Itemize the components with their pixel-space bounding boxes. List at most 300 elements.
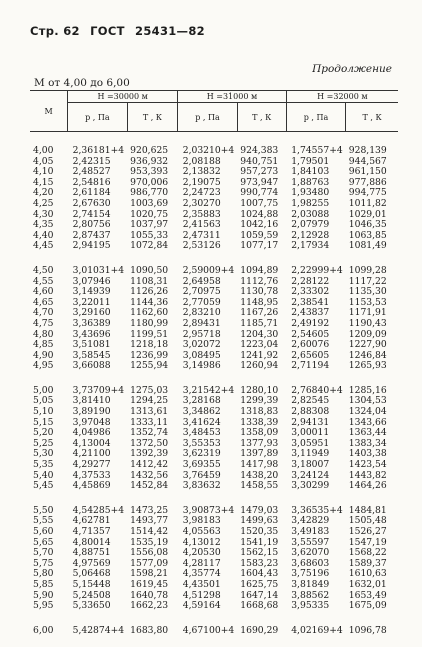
cell-p32000: 3,62070 bbox=[291, 547, 330, 559]
group-h30000: H =30000 м bbox=[68, 91, 178, 103]
cell-p31000: 2,41563 bbox=[182, 219, 221, 231]
cell-p31000: 4,59164 bbox=[182, 600, 221, 612]
cell-p31000: 3,02072 bbox=[182, 339, 221, 351]
block-spacer bbox=[30, 492, 398, 506]
cell-t32000: 1029,01 bbox=[348, 208, 387, 220]
cell-t31000: 1377,93 bbox=[240, 437, 279, 449]
cell-t31000: 1358,09 bbox=[240, 427, 279, 439]
cell-p32000: 2,82545 bbox=[291, 395, 330, 407]
cell-mach: 4,85 bbox=[33, 339, 54, 351]
cell-t31000: 1130,78 bbox=[240, 286, 279, 298]
cell-t30000: 953,393 bbox=[130, 166, 169, 178]
cell-mach: 5,45 bbox=[33, 480, 54, 492]
table-row bbox=[30, 199, 398, 210]
table-row bbox=[30, 601, 398, 612]
cell-p31000: 2,30270 bbox=[182, 197, 221, 209]
cell-t30000: 970,006 bbox=[130, 176, 169, 188]
table-row bbox=[30, 527, 398, 538]
cell-mach: 6,00 bbox=[33, 624, 54, 636]
block-spacer bbox=[30, 252, 398, 266]
cell-p31000: 3,76459 bbox=[182, 469, 221, 481]
cell-p31000: 4,67100+4 bbox=[182, 624, 235, 636]
cell-t30000: 1432,56 bbox=[130, 469, 169, 481]
spacer-cell bbox=[30, 612, 398, 626]
cell-p32000: 2,76840+4 bbox=[291, 384, 343, 396]
cell-p32000: 3,95335 bbox=[291, 600, 330, 612]
cell-p30000: 2,36181+4 bbox=[72, 145, 125, 156]
cell-mach: 5,10 bbox=[33, 406, 54, 418]
cell-t32000: 1547,19 bbox=[348, 536, 387, 548]
cell-p32000: 2,94131 bbox=[291, 416, 330, 428]
cell-t31000: 1479,03 bbox=[240, 504, 279, 516]
table-row bbox=[30, 241, 398, 252]
cell-t31000: 1280,10 bbox=[240, 384, 279, 396]
table-row bbox=[30, 361, 398, 372]
cell-mach: 4,40 bbox=[33, 229, 54, 241]
cell-p31000: 3,62319 bbox=[182, 448, 221, 460]
cell-mach: 5,60 bbox=[33, 526, 54, 537]
cell-t32000: 1423,54 bbox=[348, 459, 387, 471]
cell-p30000: 3,51081 bbox=[72, 339, 111, 351]
cell-p30000: 3,01031+4 bbox=[72, 264, 125, 276]
cell-t32000: 1046,35 bbox=[348, 219, 387, 231]
cell-t31000: 1094,89 bbox=[240, 264, 279, 276]
cell-t30000: 1333,11 bbox=[130, 416, 169, 428]
cell-mach: 4,80 bbox=[33, 328, 54, 340]
cell-t32000: 1443,82 bbox=[348, 469, 387, 481]
cell-p30000: 4,45869 bbox=[72, 480, 111, 492]
cell-mach: 4,05 bbox=[33, 155, 54, 167]
cell-t32000: 1153,53 bbox=[348, 296, 387, 308]
cell-t31000: 1541,19 bbox=[240, 536, 279, 548]
cell-p30000: 3,66088 bbox=[72, 360, 111, 372]
cell-p32000: 2,49192 bbox=[291, 317, 330, 329]
cell-p32000: 2,38541 bbox=[291, 296, 330, 308]
cell-mach: 4,75 bbox=[33, 317, 54, 329]
table-row bbox=[30, 146, 398, 157]
cell-mach: 4,90 bbox=[33, 349, 54, 361]
cell-p31000: 2,19075 bbox=[182, 176, 221, 188]
cell-mach: 4,15 bbox=[33, 176, 54, 188]
cell-p30000: 3,36389 bbox=[72, 317, 111, 329]
col-temperature: T , К bbox=[346, 103, 398, 132]
cell-p31000: 3,90873+4 bbox=[182, 504, 235, 516]
cell-t32000: 1675,09 bbox=[348, 600, 387, 612]
cell-p31000: 2,47311 bbox=[182, 229, 221, 241]
cell-t32000: 1343,66 bbox=[348, 416, 387, 428]
cell-mach: 4,45 bbox=[33, 240, 54, 252]
cell-p32000: 1,84103 bbox=[291, 166, 330, 178]
col-temperature: T , К bbox=[127, 103, 178, 132]
cell-mach: 5,25 bbox=[33, 437, 54, 449]
cell-mach: 4,30 bbox=[33, 208, 54, 220]
cell-p31000: 3,55353 bbox=[182, 437, 221, 449]
cell-t31000: 1604,43 bbox=[240, 568, 279, 580]
cell-p32000: 2,03088 bbox=[291, 208, 330, 220]
cell-p30000: 2,94195 bbox=[72, 240, 111, 252]
cell-mach: 4,25 bbox=[33, 197, 54, 209]
cell-t31000: 1438,20 bbox=[240, 469, 279, 481]
cell-mach: 4,60 bbox=[33, 286, 54, 298]
cell-t32000: 1526,27 bbox=[348, 526, 387, 537]
cell-mach: 5,90 bbox=[33, 589, 54, 601]
cell-t31000: 1185,71 bbox=[240, 317, 279, 329]
cell-p30000: 2,74154 bbox=[72, 208, 111, 220]
cell-p31000: 2,53126 bbox=[182, 240, 221, 252]
cell-p32000: 1,74557+4 bbox=[291, 145, 343, 156]
cell-t30000: 1556,08 bbox=[130, 547, 169, 559]
cell-t31000: 1499,63 bbox=[240, 515, 279, 527]
cell-t30000: 1372,50 bbox=[130, 437, 169, 449]
cell-p30000: 2,61184 bbox=[72, 187, 111, 199]
cell-p30000: 4,80014 bbox=[72, 536, 111, 548]
cell-t31000: 1007,75 bbox=[240, 197, 279, 209]
cell-p32000: 3,36535+4 bbox=[291, 504, 343, 516]
cell-t32000: 1589,37 bbox=[348, 557, 387, 569]
cell-p31000: 2,95718 bbox=[182, 328, 221, 340]
table-row bbox=[30, 626, 398, 637]
cell-t31000: 924,383 bbox=[240, 145, 279, 156]
cell-t31000: 1583,23 bbox=[240, 557, 279, 569]
cell-t32000: 1383,34 bbox=[348, 437, 387, 449]
cell-t30000: 1662,23 bbox=[130, 600, 169, 612]
cell-mach: 4,10 bbox=[33, 166, 54, 178]
cell-p32000: 3,11949 bbox=[291, 448, 330, 460]
cell-p31000: 2,35883 bbox=[182, 208, 221, 220]
cell-p30000: 5,06468 bbox=[72, 568, 111, 580]
cell-t30000: 1294,25 bbox=[130, 395, 169, 407]
cell-t31000: 1148,95 bbox=[240, 296, 279, 308]
cell-t31000: 1059,59 bbox=[240, 229, 279, 241]
cell-p32000: 2,43837 bbox=[291, 307, 330, 319]
group-h31000: H =31000 м bbox=[178, 91, 286, 103]
cell-p31000: 4,35774 bbox=[182, 568, 221, 580]
cell-t31000: 1318,83 bbox=[240, 406, 279, 418]
cell-t32000: 1653,49 bbox=[348, 589, 387, 601]
cell-p31000: 3,48453 bbox=[182, 427, 221, 439]
spacer-cell bbox=[30, 252, 398, 266]
cell-p30000: 3,89190 bbox=[72, 406, 111, 418]
cell-p32000: 1,79501 bbox=[291, 155, 330, 167]
cell-p32000: 3,49183 bbox=[291, 526, 330, 537]
cell-t30000: 1199,51 bbox=[130, 328, 169, 340]
continuation-label: Продолжение bbox=[312, 63, 392, 75]
cell-t32000: 1135,30 bbox=[348, 286, 387, 298]
cell-t31000: 1690,29 bbox=[240, 624, 279, 636]
cell-t30000: 1072,84 bbox=[130, 240, 169, 252]
cell-mach: 5,50 bbox=[33, 504, 54, 516]
cell-t32000: 1096,78 bbox=[348, 624, 387, 636]
cell-t32000: 977,886 bbox=[348, 176, 387, 188]
cell-p30000: 4,37533 bbox=[72, 469, 111, 481]
atmosphere-table bbox=[30, 90, 398, 636]
cell-t30000: 1055,33 bbox=[130, 229, 169, 241]
cell-t31000: 1417,98 bbox=[240, 459, 279, 471]
cell-p32000: 2,22999+4 bbox=[291, 264, 343, 276]
cell-p32000: 2,28122 bbox=[291, 275, 330, 287]
col-pressure: p , Па bbox=[286, 103, 346, 132]
cell-mach: 5,30 bbox=[33, 448, 54, 460]
cell-t32000: 1324,04 bbox=[348, 406, 387, 418]
cell-p32000: 3,55597 bbox=[291, 536, 330, 548]
cell-t32000: 1117,22 bbox=[348, 275, 387, 287]
cell-t32000: 1190,43 bbox=[348, 317, 387, 329]
cell-t30000: 1236,99 bbox=[130, 349, 169, 361]
cell-t30000: 1003,69 bbox=[130, 197, 169, 209]
cell-p31000: 3,28168 bbox=[182, 395, 221, 407]
cell-t32000: 1246,84 bbox=[348, 349, 387, 361]
cell-t32000: 1285,16 bbox=[348, 384, 387, 396]
cell-t31000: 1223,04 bbox=[240, 339, 279, 351]
cell-p30000: 5,33650 bbox=[72, 600, 111, 612]
cell-p32000: 2,71194 bbox=[291, 360, 330, 372]
cell-p32000: 3,81849 bbox=[291, 578, 330, 590]
cell-t30000: 1412,42 bbox=[130, 459, 169, 471]
cell-p32000: 2,33302 bbox=[291, 286, 330, 298]
page-number: Стр. 62 bbox=[30, 24, 80, 38]
cell-p31000: 2,64958 bbox=[182, 275, 221, 287]
cell-p30000: 2,80756 bbox=[72, 219, 111, 231]
cell-t30000: 1275,03 bbox=[130, 384, 169, 396]
cell-t30000: 1126,26 bbox=[130, 286, 169, 298]
group-h32000: H =32000 м bbox=[286, 91, 398, 103]
cell-p30000: 2,54816 bbox=[72, 176, 111, 188]
cell-t32000: 1610,63 bbox=[348, 568, 387, 580]
cell-t30000: 1108,31 bbox=[130, 275, 169, 287]
cell-p32000: 3,30299 bbox=[291, 480, 330, 492]
cell-p32000: 3,05951 bbox=[291, 437, 330, 449]
cell-t31000: 957,273 bbox=[240, 166, 279, 178]
cell-t30000: 1683,80 bbox=[130, 624, 169, 636]
cell-t31000: 1647,14 bbox=[240, 589, 279, 601]
cell-t32000: 928,139 bbox=[348, 145, 387, 156]
cell-p30000: 4,21100 bbox=[72, 448, 111, 460]
cell-p31000: 2,59009+4 bbox=[182, 264, 235, 276]
cell-mach: 5,55 bbox=[33, 515, 54, 527]
cell-p30000: 2,48527 bbox=[72, 166, 111, 178]
cell-t32000: 1403,38 bbox=[348, 448, 387, 460]
cell-p30000: 4,97569 bbox=[72, 557, 111, 569]
cell-t30000: 1577,09 bbox=[130, 557, 169, 569]
cell-t32000: 1011,82 bbox=[348, 197, 387, 209]
cell-t31000: 1668,68 bbox=[240, 600, 279, 612]
cell-t31000: 1241,92 bbox=[240, 349, 279, 361]
cell-t31000: 1625,75 bbox=[240, 578, 279, 590]
cell-p32000: 2,17934 bbox=[291, 240, 330, 252]
cell-t32000: 1099,28 bbox=[348, 264, 387, 276]
cell-p31000: 2,70975 bbox=[182, 286, 221, 298]
cell-p32000: 2,88308 bbox=[291, 406, 330, 418]
cell-p30000: 3,14939 bbox=[72, 286, 111, 298]
cell-p30000: 5,42874+4 bbox=[72, 624, 125, 636]
cell-p30000: 4,13004 bbox=[72, 437, 111, 449]
cell-p32000: 2,07979 bbox=[291, 219, 330, 231]
cell-mach: 4,00 bbox=[33, 145, 54, 156]
cell-t32000: 961,150 bbox=[348, 166, 387, 178]
cell-p31000: 3,83632 bbox=[182, 480, 221, 492]
cell-t30000: 1640,78 bbox=[130, 589, 169, 601]
cell-p31000: 2,03210+4 bbox=[182, 145, 235, 156]
cell-t31000: 1562,15 bbox=[240, 547, 279, 559]
cell-p32000: 3,68603 bbox=[291, 557, 330, 569]
cell-mach: 4,70 bbox=[33, 307, 54, 319]
cell-t32000: 1063,85 bbox=[348, 229, 387, 241]
cell-mach: 5,35 bbox=[33, 459, 54, 471]
cell-p31000: 3,34862 bbox=[182, 406, 221, 418]
cell-p30000: 2,87437 bbox=[72, 229, 111, 241]
cell-p30000: 3,81410 bbox=[72, 395, 111, 407]
cell-t30000: 1255,94 bbox=[130, 360, 169, 372]
cell-mach: 5,40 bbox=[33, 469, 54, 481]
cell-mach: 4,55 bbox=[33, 275, 54, 287]
cell-mach: 4,95 bbox=[33, 360, 54, 372]
cell-t31000: 1204,30 bbox=[240, 328, 279, 340]
cell-mach: 5,85 bbox=[33, 578, 54, 590]
cell-p30000: 4,62781 bbox=[72, 515, 111, 527]
cell-mach: 5,05 bbox=[33, 395, 54, 407]
cell-p30000: 4,29277 bbox=[72, 459, 111, 471]
block-spacer bbox=[30, 132, 398, 147]
cell-p30000: 3,58545 bbox=[72, 349, 111, 361]
cell-t31000: 1338,39 bbox=[240, 416, 279, 428]
cell-mach: 5,65 bbox=[33, 536, 54, 548]
cell-t31000: 1299,39 bbox=[240, 395, 279, 407]
cell-t32000: 1171,91 bbox=[348, 307, 387, 319]
standard-number: 25431—82 bbox=[135, 24, 205, 38]
cell-mach: 5,80 bbox=[33, 568, 54, 580]
cell-t32000: 1227,90 bbox=[348, 339, 387, 351]
table-row bbox=[30, 580, 398, 591]
cell-p31000: 3,08495 bbox=[182, 349, 221, 361]
cell-t32000: 1464,26 bbox=[348, 480, 387, 492]
cell-t30000: 1144,36 bbox=[130, 296, 169, 308]
block-spacer bbox=[30, 612, 398, 626]
cell-t30000: 1598,21 bbox=[130, 568, 169, 580]
cell-t31000: 1024,88 bbox=[240, 208, 279, 220]
cell-t30000: 1352,74 bbox=[130, 427, 169, 439]
cell-p30000: 2,67630 bbox=[72, 197, 111, 209]
cell-t32000: 1363,44 bbox=[348, 427, 387, 439]
table-body bbox=[30, 132, 398, 637]
cell-t30000: 1090,50 bbox=[130, 264, 169, 276]
table-subtitle: М от 4,00 до 6,00 bbox=[34, 77, 130, 89]
cell-p31000: 4,20530 bbox=[182, 547, 221, 559]
cell-p32000: 2,65605 bbox=[291, 349, 330, 361]
cell-p31000: 3,21542+4 bbox=[182, 384, 235, 396]
cell-t32000: 1081,49 bbox=[348, 240, 387, 252]
spacer-cell bbox=[30, 492, 398, 506]
cell-p32000: 4,02169+4 bbox=[291, 624, 343, 636]
cell-t32000: 1505,48 bbox=[348, 515, 387, 527]
cell-t30000: 1535,19 bbox=[130, 536, 169, 548]
cell-p32000: 2,60076 bbox=[291, 339, 330, 351]
cell-mach: 5,75 bbox=[33, 557, 54, 569]
cell-t30000: 1020,75 bbox=[130, 208, 169, 220]
cell-p30000: 3,29160 bbox=[72, 307, 111, 319]
cell-t30000: 1452,84 bbox=[130, 480, 169, 492]
cell-p31000: 3,69355 bbox=[182, 459, 221, 471]
cell-t32000: 1632,01 bbox=[348, 578, 387, 590]
cell-t32000: 1265,93 bbox=[348, 360, 387, 372]
cell-t30000: 1514,42 bbox=[130, 526, 169, 537]
cell-t31000: 940,751 bbox=[240, 155, 279, 167]
cell-t31000: 990,774 bbox=[240, 187, 279, 199]
cell-p30000: 5,24508 bbox=[72, 589, 111, 601]
standard-label: ГОСТ bbox=[90, 24, 125, 38]
cell-p30000: 4,04986 bbox=[72, 427, 111, 439]
cell-t31000: 1458,55 bbox=[240, 480, 279, 492]
cell-p32000: 1,98255 bbox=[291, 197, 330, 209]
cell-mach: 4,35 bbox=[33, 219, 54, 231]
cell-mach: 5,95 bbox=[33, 600, 54, 612]
cell-p32000: 3,00011 bbox=[291, 427, 330, 439]
cell-p32000: 1,93480 bbox=[291, 187, 330, 199]
cell-p32000: 3,42829 bbox=[291, 515, 330, 527]
cell-p30000: 3,43696 bbox=[72, 328, 111, 340]
cell-p32000: 3,18007 bbox=[291, 459, 330, 471]
cell-t30000: 1162,60 bbox=[130, 307, 169, 319]
cell-t31000: 1260,94 bbox=[240, 360, 279, 372]
cell-p30000: 4,88751 bbox=[72, 547, 111, 559]
table-row bbox=[30, 481, 398, 492]
cell-p31000: 4,28117 bbox=[182, 557, 221, 569]
cell-p30000: 4,54285+4 bbox=[72, 504, 125, 516]
page-header bbox=[30, 24, 211, 38]
cell-p31000: 3,41624 bbox=[182, 416, 221, 428]
cell-t32000: 1304,53 bbox=[348, 395, 387, 407]
cell-p32000: 3,24124 bbox=[291, 469, 330, 481]
cell-t30000: 936,932 bbox=[130, 155, 169, 167]
cell-t30000: 1180,99 bbox=[130, 317, 169, 329]
block-spacer bbox=[30, 372, 398, 386]
cell-mach: 4,50 bbox=[33, 264, 54, 276]
cell-p30000: 2,42315 bbox=[72, 155, 111, 167]
cell-p31000: 2,24723 bbox=[182, 187, 221, 199]
col-mach: М bbox=[30, 91, 68, 132]
cell-p30000: 3,22011 bbox=[72, 296, 111, 308]
cell-p32000: 2,12928 bbox=[291, 229, 330, 241]
cell-mach: 5,15 bbox=[33, 416, 54, 428]
col-pressure: p , Па bbox=[68, 103, 128, 132]
cell-t30000: 1218,18 bbox=[130, 339, 169, 351]
cell-mach: 5,70 bbox=[33, 547, 54, 559]
cell-p31000: 4,05563 bbox=[182, 526, 221, 537]
cell-t31000: 1077,17 bbox=[240, 240, 279, 252]
cell-mach: 5,00 bbox=[33, 384, 54, 396]
cell-t31000: 1397,89 bbox=[240, 448, 279, 460]
spacer-cell bbox=[30, 372, 398, 386]
cell-t30000: 1619,45 bbox=[130, 578, 169, 590]
cell-p30000: 3,73709+4 bbox=[72, 384, 125, 396]
cell-p32000: 2,54605 bbox=[291, 328, 330, 340]
cell-p31000: 4,13012 bbox=[182, 536, 221, 548]
cell-t30000: 1037,97 bbox=[130, 219, 169, 231]
cell-t31000: 1042,16 bbox=[240, 219, 279, 231]
cell-t32000: 1209,09 bbox=[348, 328, 387, 340]
cell-p31000: 4,51298 bbox=[182, 589, 221, 601]
cell-p31000: 4,43501 bbox=[182, 578, 221, 590]
cell-t30000: 1473,25 bbox=[130, 504, 169, 516]
cell-t31000: 973,947 bbox=[240, 176, 279, 188]
cell-t31000: 1167,26 bbox=[240, 307, 279, 319]
cell-t30000: 1313,61 bbox=[130, 406, 169, 418]
cell-t32000: 994,775 bbox=[348, 187, 387, 199]
cell-t30000: 986,770 bbox=[130, 187, 169, 199]
cell-t32000: 1568,22 bbox=[348, 547, 387, 559]
cell-t30000: 920,625 bbox=[130, 145, 169, 156]
table-row bbox=[30, 319, 398, 330]
cell-p31000: 2,77059 bbox=[182, 296, 221, 308]
